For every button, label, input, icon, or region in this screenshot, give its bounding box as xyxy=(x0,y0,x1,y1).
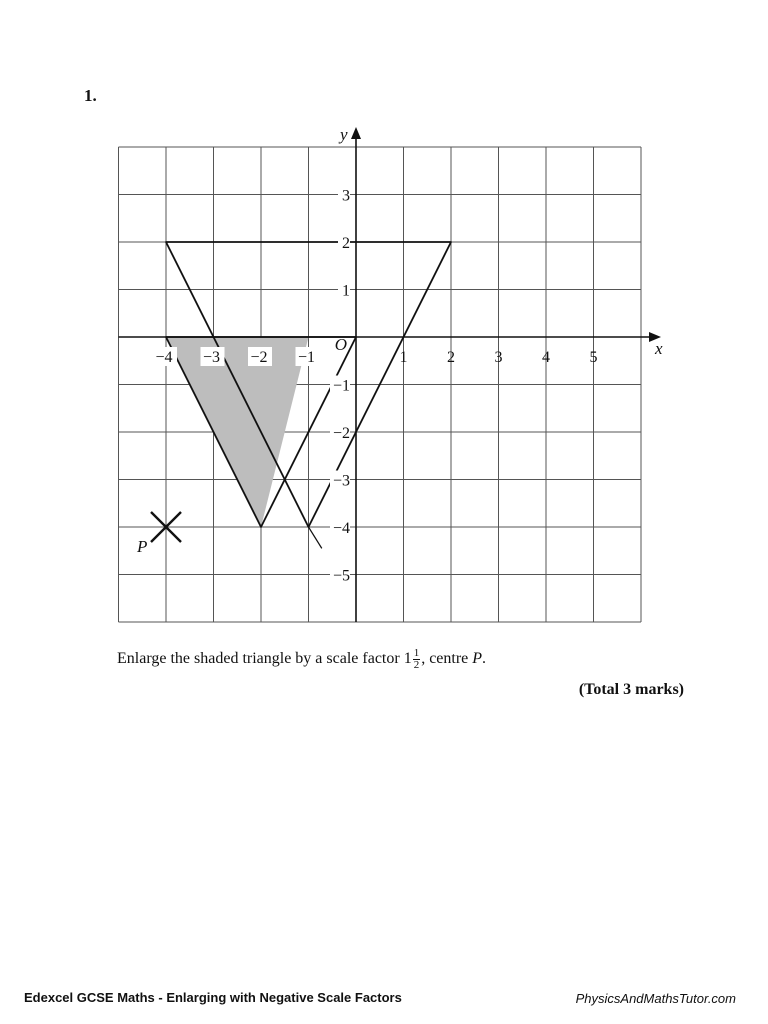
instruction-main: Enlarge the shaded triangle by a scale factor 1 xyxy=(117,650,412,668)
x-tick-label: −1 xyxy=(297,349,316,366)
origin-label: O xyxy=(334,335,347,354)
footer-site: PhysicsAndMathsTutor.com xyxy=(575,991,736,1006)
y-tick-label: −4 xyxy=(332,520,350,537)
y-axis-label: y xyxy=(340,125,348,144)
y-tick-label: −5 xyxy=(332,567,350,585)
x-tick-label: 1 xyxy=(399,349,408,366)
instruction-centre: , centre xyxy=(421,650,473,668)
x-tick-label: −3 xyxy=(202,349,221,366)
fraction-denominator: 2 xyxy=(413,659,420,671)
y-tick-label: −3 xyxy=(332,472,350,490)
footer-title: Edexcel GCSE Maths - Enlarging with Negative Scale Factors xyxy=(24,990,402,1005)
x-tick-label: 3 xyxy=(494,349,503,366)
y-tick-label: 1 xyxy=(342,282,350,300)
fraction-numerator: 1 xyxy=(413,647,420,659)
y-axis-arrow xyxy=(351,127,361,139)
y-tick-label: 3 xyxy=(342,187,350,205)
x-axis-label: x xyxy=(655,339,663,358)
total-marks: (Total 3 marks) xyxy=(578,681,684,698)
x-tick-label: 5 xyxy=(589,349,598,366)
instruction-point: P xyxy=(472,650,483,668)
construction-line xyxy=(309,527,322,548)
centre-point-p xyxy=(136,512,181,556)
y-tick-label: 2 xyxy=(342,235,350,252)
instruction-end: . xyxy=(482,650,487,668)
x-tick-label: 2 xyxy=(447,349,455,366)
x-tick-label: 4 xyxy=(542,349,550,366)
instruction-text xyxy=(117,648,486,671)
x-tick-label: −4 xyxy=(155,349,173,366)
x-tick-label: −2 xyxy=(250,349,268,366)
y-tick-label: −2 xyxy=(332,425,350,442)
point-p-label: P xyxy=(137,537,148,556)
y-tick-label: −1 xyxy=(332,377,350,395)
scale-factor-fraction xyxy=(413,648,421,671)
question-number: 1. xyxy=(84,86,97,105)
